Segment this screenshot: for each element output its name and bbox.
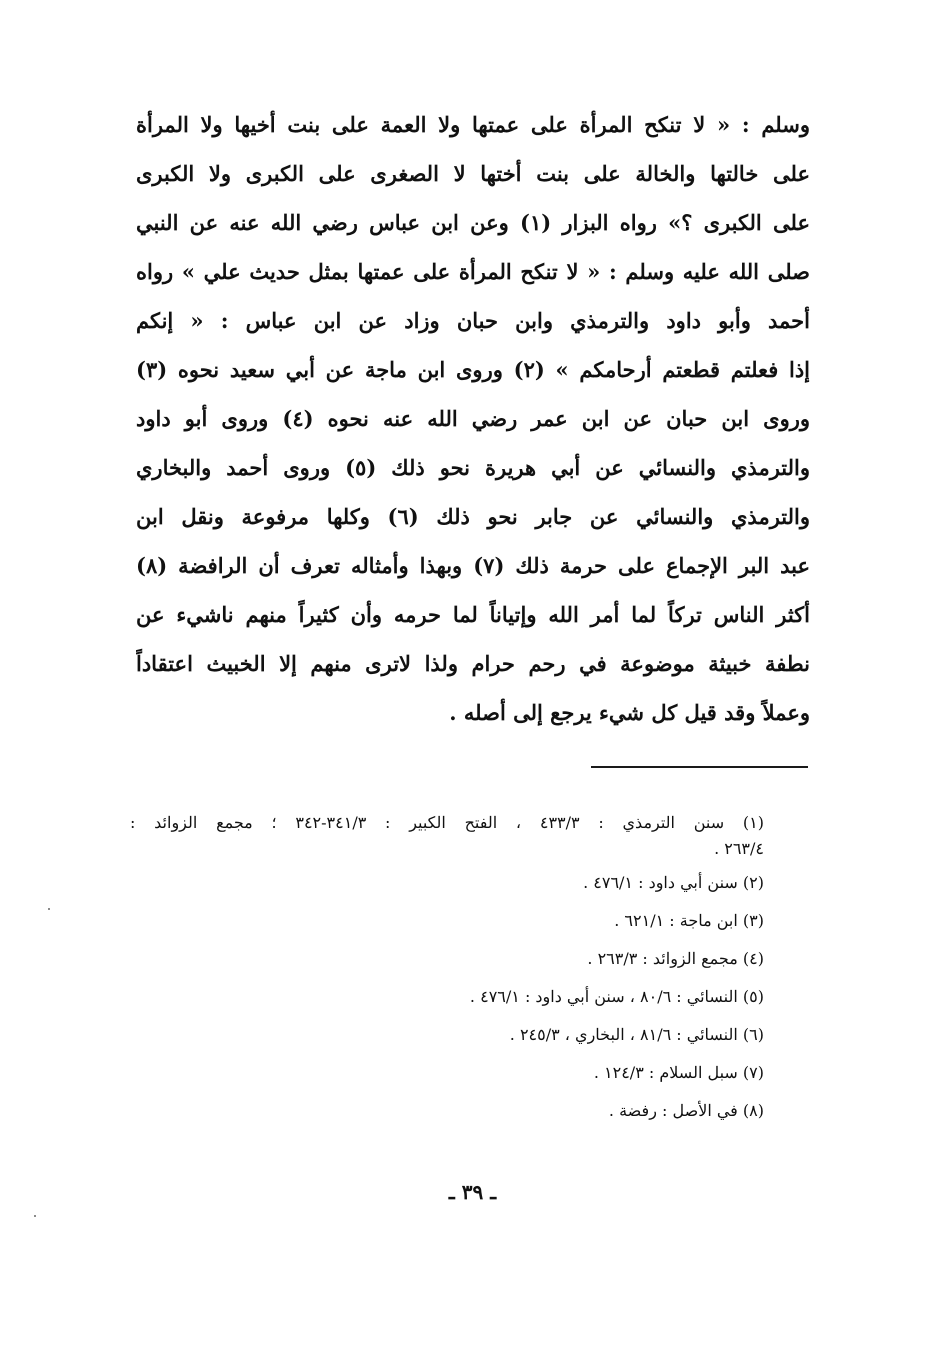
body-line: أحمد وأبو داود والترمذي وابن حبان وزاد عن ابن عباس : « إنكم <box>136 308 810 333</box>
footnote-item: (٢) سنن أبي داود : ٤٧٦/١ . <box>583 873 764 892</box>
body-line: وعملاً وقد قيل كل شيء يرجع إلى أصله . <box>449 700 810 725</box>
body-line: إذا فعلتم قطعتم أرحامكم » (٢) وروى ابن ماجة عن أبي سعيد نحوه (٣) <box>136 357 810 382</box>
body-line: وسلم : « لا تنكح المرأة على عمتها ولا العمة على بنت أخيها ولا المرأة <box>136 112 810 137</box>
scan-speck <box>34 1215 36 1217</box>
footnote-item: (٣) ابن ماجة : ٦٢١/١ . <box>614 911 764 930</box>
main-text <box>136 100 810 737</box>
body-line: نطفة خبيثة موضوعة في رحم حرام ولذا لاترى منهم إلا الخبيث اعتقاداً <box>136 651 810 676</box>
footnotes <box>130 804 764 1130</box>
body-line: على خالتها والخالة على بنت أختها لا الصغرى على الكبرى ولا الكبرى <box>136 161 810 186</box>
body-line: على الكبرى ؟» رواه البزار (١) وعن ابن عباس رضي الله عنه عن النبي <box>136 210 810 235</box>
footnote-item: (٨) في الأصل : رفضة . <box>608 1101 764 1120</box>
page-number: ـ ٣٩ ـ <box>448 1180 497 1204</box>
footnote-continuation: ٢٦٣/٤ . <box>714 839 764 858</box>
body-line: وروى ابن حبان عن ابن عمر رضي الله عنه نحوه (٤) وروى أبو داود <box>136 406 810 431</box>
footnote-item: (٤) مجمع الزوائد : ٢٦٣/٣ . <box>587 949 764 968</box>
footnote-item: (٧) سبل السلام : ١٢٤/٣ . <box>593 1063 764 1082</box>
scan-speck <box>48 908 50 910</box>
body-line: أكثر الناس تركاً لما أمر الله وإتياناً لما حرمه وأن كثيراً منهم ناشيء عن <box>136 602 810 627</box>
body-line: والترمذي والنسائي عن أبي هريرة نحو ذلك (٥) وروى أحمد والبخاري <box>136 455 810 480</box>
footnote-item: (٦) النسائي : ٨١/٦ ، البخاري ، ٢٤٥/٣ . <box>509 1025 764 1044</box>
footnote-item: (٥) النسائي : ٨٠/٦ ، سنن أبي داود : ٤٧٦/١ . <box>469 987 764 1006</box>
body-line: صلى الله عليه وسلم : « لا تنكح المرأة على عمتها بمثل حديث علي » رواه <box>136 259 810 284</box>
body-line: والترمذي والنسائي عن جابر نحو ذلك (٦) وكلها مرفوعة ونقل ابن <box>136 504 810 529</box>
footnote-separator <box>591 766 808 768</box>
footnote-item: (١) سنن الترمذي : ٤٣٣/٣ ، الفتح الكبير : ٣٤١/٣-٣٤٢ ؛ مجمع الزوائد : <box>130 813 764 832</box>
body-line: عبد البر الإجماع على حرمة ذلك (٧) وبهذا وأمثاله تعرف أن الرافضة (٨) <box>136 553 810 578</box>
